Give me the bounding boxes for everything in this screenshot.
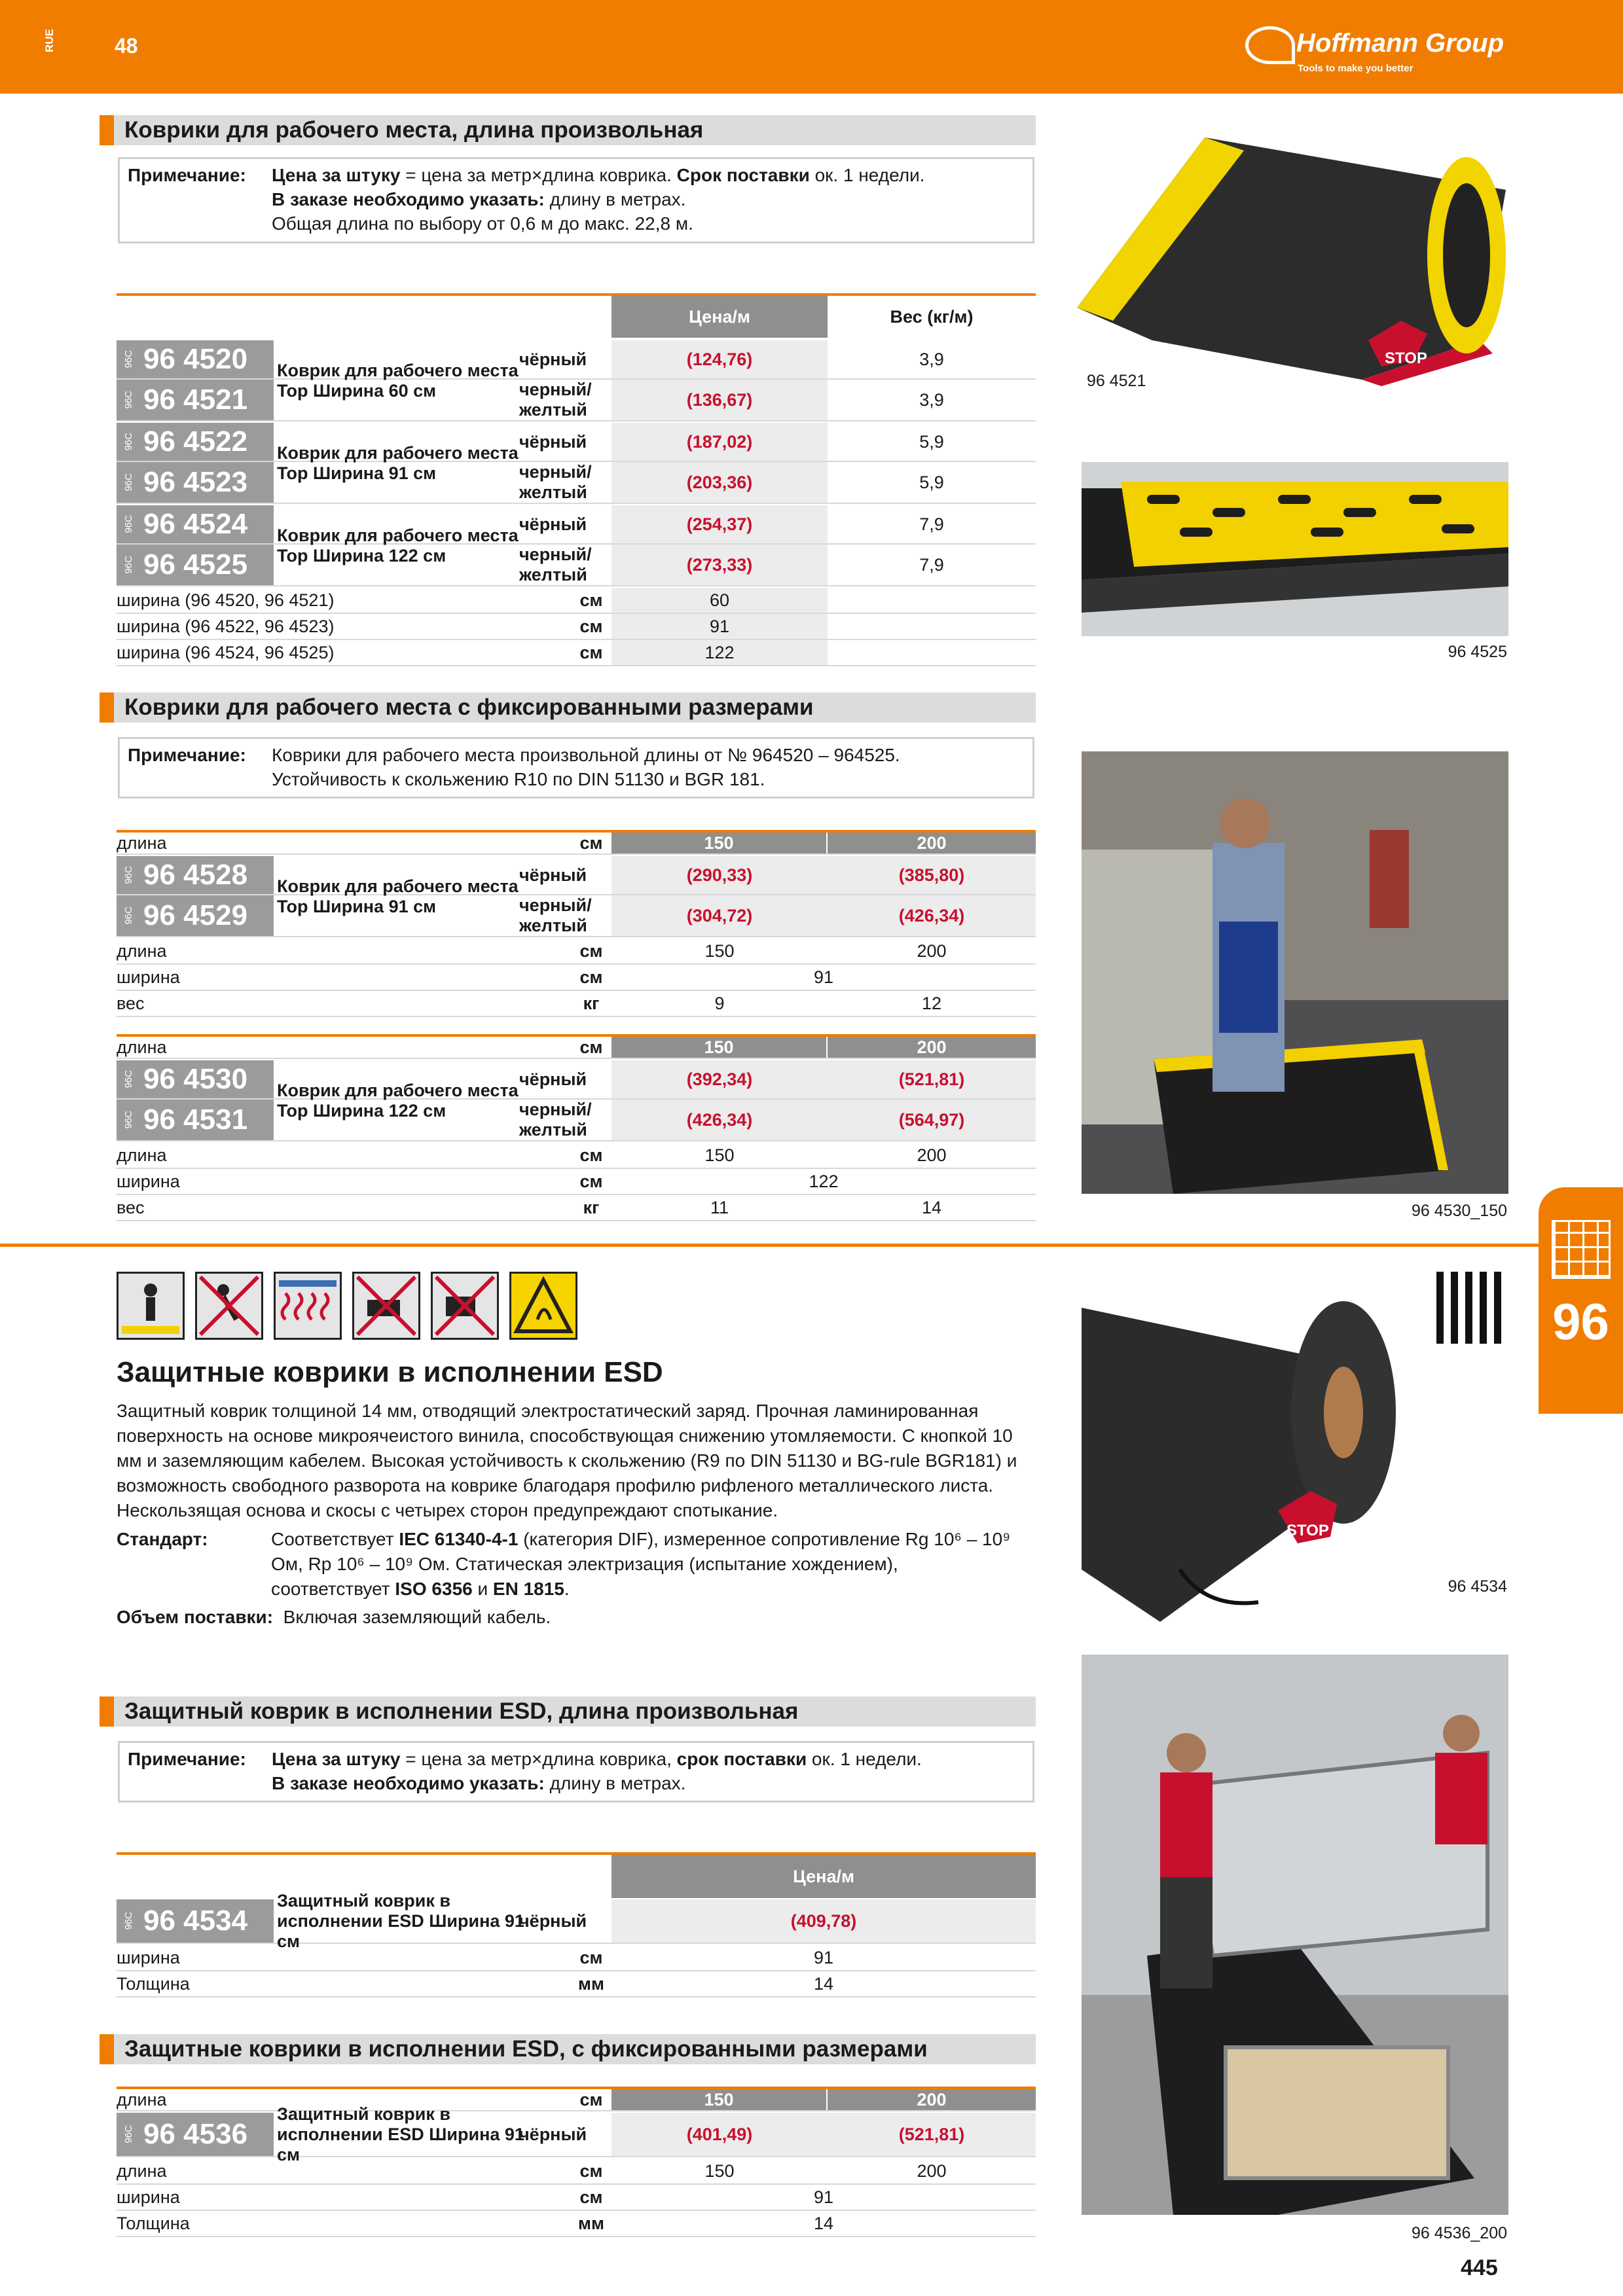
esd-icon [509,1272,577,1340]
article-number: 96C 96 4528 [117,856,274,894]
no-forklift-icon [431,1272,499,1340]
logo-icon [1245,26,1295,64]
no-trolley-icon [352,1272,420,1340]
article-number: 96C 96 4525 [117,545,274,585]
section-title: Защитные коврики в исполнении ESD, с фиксированными размерами [100,2034,1036,2064]
product-description: Коврик для рабочего места Top Ширина 122 см [277,526,519,565]
weight: 7,9 [919,514,944,534]
price: (290,33) [611,856,828,894]
table-header [117,296,1036,338]
col-header-length: 200 [828,833,1036,853]
image-caption: 96 4521 [1087,372,1146,390]
section-divider [0,1244,1539,1247]
price: (136,67) [611,380,828,420]
price: (426,34) [828,895,1036,936]
chapter-tab[interactable] [1539,1187,1623,1414]
article-number: 96C 96 4521 [117,380,274,420]
table-row[interactable]: 96C 96 4534 Защитный коврик в исполнении ESD Ширина 91 см чёрный (409,78) [117,1899,1036,1944]
table-row[interactable]: 96C 96 4528 чёрный (290,33) (385,80) [117,856,1036,895]
standard-block: Стандарт: Соответствует IEC 61340-4-1 (категория DIF), измеренное сопротивление Rg 10⁶ – 10⁹ Ом, Rp 10⁶ – 10⁹ Ом. Статическая электризация (испытание хождением), соответствует ISO 6356 и EN 1815. [117,1529,1011,1599]
article-number: 96C 96 4536 [117,2113,274,2156]
note-box: Примечание: Цена за штуку = цена за метр×длина коврика. Срок поставки ок. 1 недели. В заказе необходимо указать: длину в метрах. Общая длина по выбору от 0,6 м до макс. 22,8 м. [118,157,1034,243]
image-caption: 96 4536_200 [1412,2224,1507,2242]
workshop-photo [1082,751,1508,1194]
brand-name: Hoffmann Group [1296,29,1504,58]
weight: 7,9 [919,554,944,575]
dimension-row: ширина (96 4522, 96 4523) см 91 [117,614,1036,640]
table-row[interactable]: 96C 96 4529 черный/ желтый (304,72) (426,34) [117,895,1036,937]
heat-insulation-icon [274,1272,342,1340]
product-description: Коврик для рабочего места Top Ширина 91 см [277,443,519,483]
image-caption: 96 4530_150 [1412,1202,1507,1220]
dimension-row: ширина (96 4520, 96 4521) см 60 [117,588,1036,614]
col-header-price: Цена/м [611,296,828,338]
color: черный/ желтый [519,380,592,420]
article-number: 96C 96 4534 [117,1899,274,1943]
section-title: Коврики для рабочего места, длина произвольная [100,115,1036,145]
product-image-closeup [1082,462,1508,636]
price: (304,72) [611,895,828,936]
svg-text:STOP: STOP [1286,1522,1329,1539]
table-row[interactable] [117,505,1036,545]
grid-icon [1552,1220,1611,1279]
color: чёрный [519,514,587,534]
color: черный/ желтый [519,545,592,584]
table-row[interactable] [117,340,1036,380]
article-number: 96C 96 4529 [117,895,274,936]
article-number: 96C 96 4530 [117,1060,274,1098]
note-label: Примечание: [128,165,246,185]
slip-resistant-icon [195,1272,263,1340]
article-number: 96C 96 4531 [117,1100,274,1140]
header-bar [0,0,1623,94]
image-caption: 96 4525 [1448,643,1507,661]
article-number: 96C 96 4523 [117,462,274,503]
table-row[interactable] [117,423,1036,462]
esd-mat-image [1082,1295,1409,1635]
svg-text:STOP: STOP [1385,350,1427,367]
note-box: Примечание: Цена за штуку = цена за метр×длина коврика, срок поставки ок. 1 недели. В заказе необходимо указать: длину в метрах. [118,1741,1034,1803]
table-row[interactable] [117,380,1036,422]
brand-tagline: Tools to make you better [1298,63,1413,74]
page-number-right: 445 [1461,2255,1498,2280]
weight: 5,9 [919,431,944,452]
price: (426,34) [611,1100,828,1140]
weight: 5,9 [919,472,944,492]
section-title: Защитный коврик в исполнении ESD, длина произвольная [100,1696,1036,1727]
esd-workstation-photo [1082,1655,1508,2215]
table-row[interactable] [117,545,1036,586]
price: (564,97) [828,1100,1036,1140]
product-description: Защитный коврик в исполнении ESD Ширина 91 см [277,2104,524,2164]
article-number: 96C 96 4524 [117,505,274,543]
price: (385,80) [828,856,1036,894]
table-row[interactable]: 96C 96 4531 черный/ желтый (426,34) (564,97) [117,1100,1036,1141]
price: (521,81) [828,2113,1036,2156]
color: чёрный [519,349,587,369]
table-row[interactable]: 96C 96 4536 Защитный коврик в исполнении ESD Ширина 91 см чёрный (401,49) (521,81) [117,2113,1036,2157]
supply-block: Объем поставки: Включая заземляющий кабель. [117,1607,551,1627]
weight: 3,9 [919,349,944,369]
page-number-left: 48 [115,34,138,58]
dimension-row: ширина (96 4524, 96 4525) см 122 [117,640,1036,666]
note-label: Примечание: [128,745,246,765]
article-number: 96C 96 4520 [117,340,274,378]
price: (392,34) [611,1060,828,1098]
table-row[interactable]: 96C 96 4530 чёрный (392,34) (521,81) [117,1060,1036,1100]
esd-title: Защитные коврики в исполнении ESD [117,1356,663,1388]
price: (521,81) [828,1060,1036,1098]
color: черный/ желтый [519,462,592,502]
product-description: Коврик для рабочего места Top Ширина 60 см [277,361,519,401]
section-title: Коврики для рабочего места с фиксированными размерами [100,692,1036,723]
product-image-roll [1074,124,1506,386]
table-row[interactable] [117,462,1036,504]
price: (254,37) [611,505,828,543]
weight: 3,9 [919,389,944,410]
esd-description: Защитный коврик толщиной 14 мм, отводящий электростатический заряд. Прочная ламинированная поверхность на основе микроячеистого винила, способствующая снижению утомляемости. С кнопкой 10 мм и заземляющим кабелем. Высокая устойчивость к скольжению (R9 по DIN 51130 и BG-rule BGR181) и возможность свободного разворота на коврике благодаря профилю рифленого металлического листа. Нескользящая основа и скосы с четырех сторон предупреждают спотыкание. [117,1401,1017,1520]
price: (124,76) [611,340,828,378]
col-header-weight: Вес (кг/м) [890,306,974,327]
price: (273,33) [611,545,828,585]
product-description: Коврик для рабочего места Top Ширина 122 см [277,1081,519,1121]
product-description: Защитный коврик в исполнении ESD Ширина 91 см [277,1890,524,1951]
article-number: 96C 96 4522 [117,423,274,461]
anti-fatigue-icon [117,1272,185,1340]
col-header-length: 150 [611,833,828,853]
price: (187,02) [611,423,828,461]
product-description: Коврик для рабочего места Top Ширина 91 см [277,876,519,916]
language-label: RUE [43,29,56,52]
price: (401,49) [611,2113,828,2156]
qr-code[interactable] [1436,1272,1508,1344]
image-caption: 96 4534 [1448,1577,1507,1596]
price: (409,78) [611,1899,1036,1943]
chapter-number: 96 [1552,1293,1609,1350]
price: (203,36) [611,462,828,503]
color: чёрный [519,431,587,452]
note-box: Примечание: Коврики для рабочего места произвольной длины от № 964520 – 964525. Устойчивость к скольжению R10 по DIN 51130 и BGR 181. [118,737,1034,798]
